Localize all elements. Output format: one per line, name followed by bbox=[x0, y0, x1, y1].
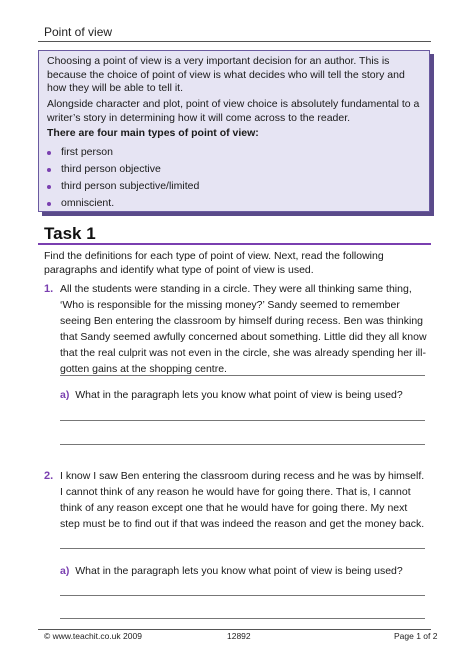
question-2a bbox=[60, 565, 403, 577]
answer-line[interactable] bbox=[60, 618, 425, 619]
answer-line[interactable] bbox=[60, 595, 425, 596]
bullet-icon bbox=[47, 202, 51, 206]
answer-line[interactable] bbox=[60, 444, 425, 445]
page-header-title: Point of view bbox=[44, 25, 113, 39]
header-divider bbox=[38, 41, 431, 42]
intro-box bbox=[38, 50, 430, 212]
answer-line[interactable] bbox=[60, 375, 425, 376]
footer-page-number: Page 1 of 2 bbox=[394, 631, 438, 641]
footer-divider bbox=[38, 629, 431, 630]
list-item-label: first person bbox=[61, 146, 113, 158]
answer-line[interactable] bbox=[60, 548, 425, 549]
question-1a-text: What in the paragraph lets you know what point of view is being used? bbox=[75, 389, 403, 401]
list-item-label: omniscient. bbox=[61, 197, 115, 209]
list-item-label: third person objective bbox=[61, 163, 161, 175]
question-2-text: I know I saw Ben entering the classroom during recess and he was by himself. I cannot think of any reason he would have for going there. That is, I cannot think of any reason except one that he would have for going there. My next step must be to find out if that was indeed the reason and get the money back. bbox=[60, 470, 425, 530]
intro-paragraph-1: Choosing a point of view is a very important decision for an author. This is because the choice of point of view is what decides who will tell the story and how they will be able to tell it. bbox=[47, 55, 405, 94]
bullet-icon bbox=[47, 151, 51, 155]
question-1a bbox=[60, 389, 403, 401]
list-item-label: third person subjective/limited bbox=[61, 180, 200, 192]
task-divider bbox=[38, 243, 431, 245]
task-title: Task 1 bbox=[44, 224, 96, 243]
list-item bbox=[47, 195, 199, 212]
bullet-icon bbox=[47, 185, 51, 189]
list-item bbox=[47, 161, 199, 178]
list-item bbox=[47, 178, 199, 195]
types-list bbox=[47, 144, 199, 212]
intro-paragraph-2: Alongside character and plot, point of view choice is absolutely fundamental to a writer’s story in determining how it will come across to the reader. bbox=[47, 98, 420, 124]
question-1a-label: a) bbox=[60, 389, 70, 401]
question-2-number: 2. bbox=[44, 470, 54, 482]
task-instructions: Find the definitions for each type of point of view. Next, read the following paragraphs and identify what type of point of view is used. bbox=[44, 250, 384, 276]
question-2a-text: What in the paragraph lets you know what point of view is being used? bbox=[75, 565, 403, 577]
question-1-text: All the students were standing in a circle. They were all thinking same thing, ‘Who is responsible for the missing money?’ Sandy seemed to remember seeing Ben entering the classroom by himself during recess. Ben was thinking that Sandy seemed awfully concerned about something. Little did they all know that the real culprit was not even in the circle, she was already spending her ill-gotten gains at the shopping centre. bbox=[60, 283, 427, 375]
list-item bbox=[47, 144, 199, 161]
types-heading: There are four main types of point of view: bbox=[47, 127, 259, 139]
footer-code: 12892 bbox=[227, 631, 251, 641]
question-2a-label: a) bbox=[60, 565, 70, 577]
question-1-number: 1. bbox=[44, 283, 54, 295]
bullet-icon bbox=[47, 168, 51, 172]
footer-copyright: © www.teachit.co.uk 2009 bbox=[44, 631, 142, 641]
answer-line[interactable] bbox=[60, 420, 425, 421]
